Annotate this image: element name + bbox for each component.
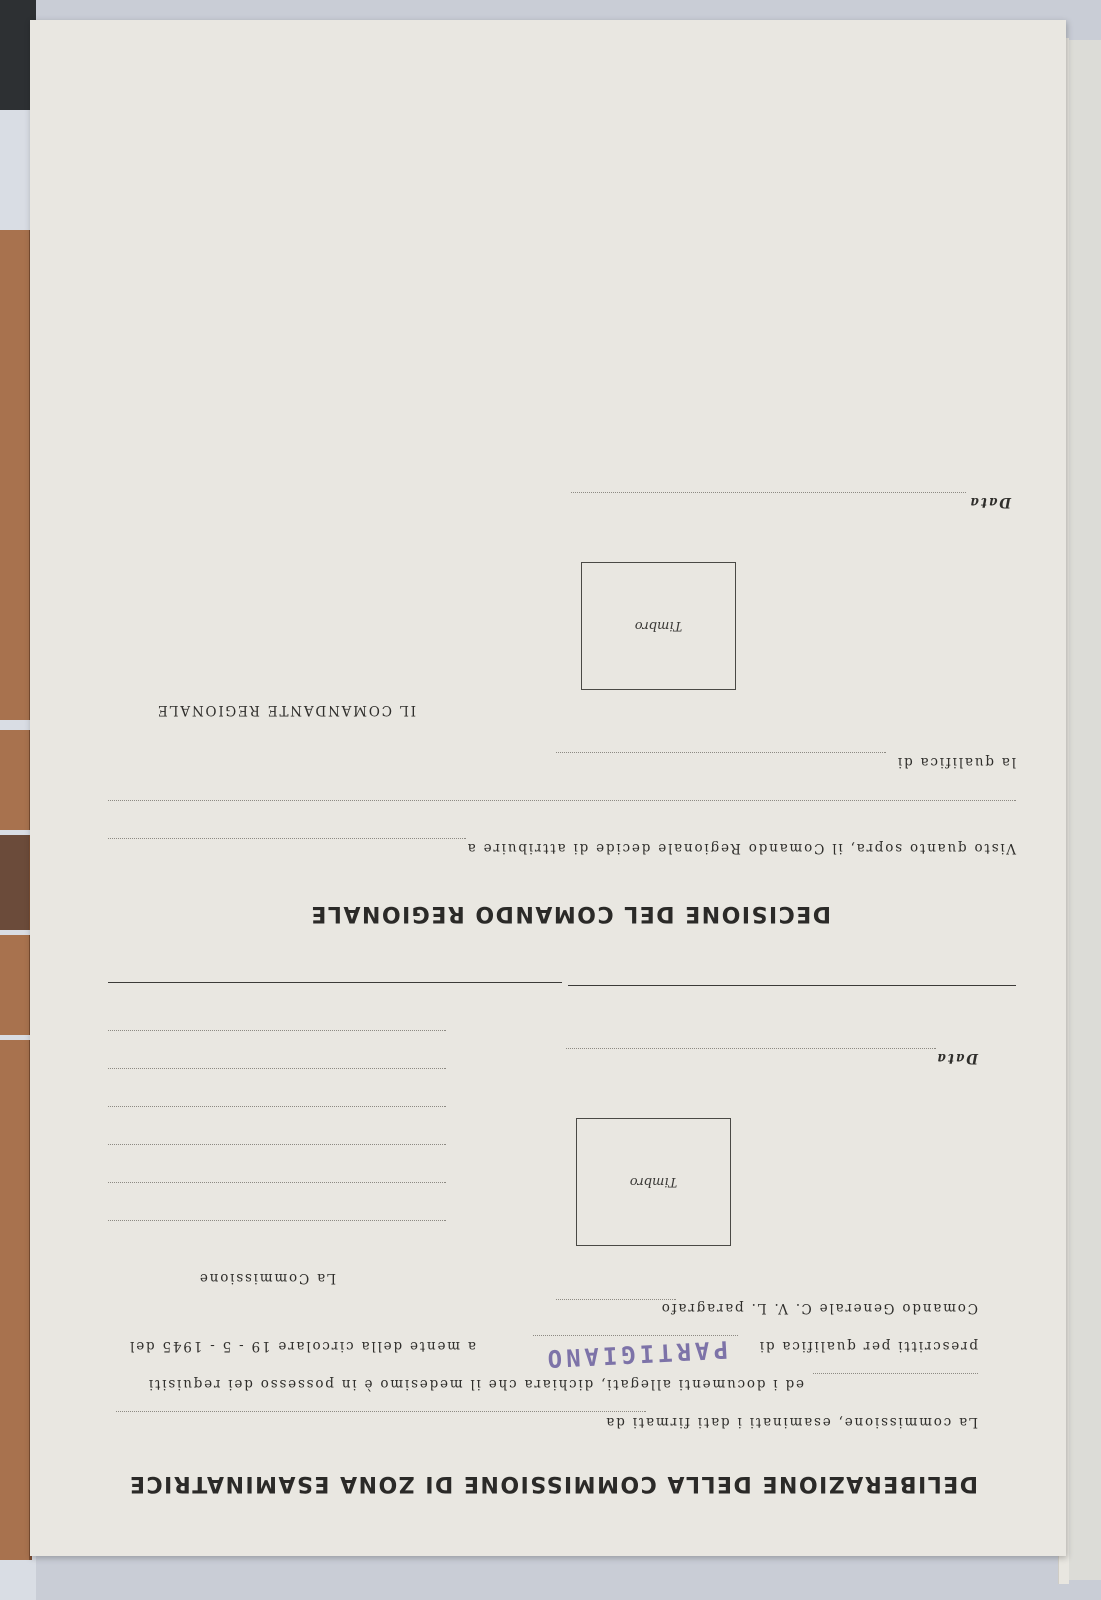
deliberazione-line-3b: a mente della circolare 19 - 5 - 1945 del (128, 1338, 476, 1354)
signature-line (108, 1220, 446, 1221)
document-page (30, 20, 1066, 1556)
data-label: Data (968, 494, 1011, 510)
section-divider (568, 985, 1016, 986)
decisione-title: DECISIONE DEL COMANDO REGIONALE (309, 901, 831, 926)
date-fill-line (571, 492, 966, 493)
timbro-label: Timbro (634, 618, 683, 634)
signature-line (108, 1144, 446, 1145)
data-label: Data (935, 1050, 978, 1066)
timbro-box (581, 562, 736, 690)
signature-line (108, 1106, 446, 1107)
binding-block (0, 935, 32, 1035)
section-divider (108, 982, 562, 983)
signature-line (108, 1068, 446, 1069)
signature-line (108, 1030, 446, 1031)
deliberazione-title: DELIBERAZIONE DELLA COMMISSIONE DI ZONA ESAMINATRICE (128, 1471, 978, 1496)
fill-line (556, 752, 886, 753)
deliberazione-line-2: ed i documenti allegati, dichiara che il medesimo è in possesso dei requisiti (147, 1376, 804, 1392)
date-fill-line (566, 1048, 936, 1049)
fill-line (108, 838, 466, 839)
decisione-line-1: Visto quanto sopra, il Comando Regionale decide di attribuire a (465, 840, 1016, 856)
rotated-form (30, 20, 1066, 1556)
comandante-label: IL COMANDANTE REGIONALE (156, 702, 416, 718)
binding-block (0, 835, 32, 930)
partigiano-stamp: PARTIGIANO (542, 1335, 729, 1373)
deliberazione-line-4a: Comando Generale C. V. L. paragrafo (659, 1300, 978, 1316)
deliberazione-line-3a: prescritti per qualifica di (758, 1338, 978, 1354)
fill-line (108, 800, 1016, 801)
signature-line (108, 1182, 446, 1183)
deliberazione-line-1: La commissione, esaminati i dati firmati da (604, 1414, 978, 1430)
timbro-box (576, 1118, 731, 1246)
binding-block (0, 1040, 32, 1560)
commissione-label: La Commissione (198, 1270, 336, 1286)
fill-line (556, 1299, 676, 1300)
timbro-label: Timbro (629, 1174, 678, 1190)
binding-block (0, 230, 32, 720)
adjacent-page (1066, 40, 1101, 1580)
fill-line (116, 1411, 646, 1412)
binding-block (0, 730, 32, 830)
fill-line (813, 1373, 978, 1374)
decisione-line-2: la qualifica di (896, 754, 1016, 770)
